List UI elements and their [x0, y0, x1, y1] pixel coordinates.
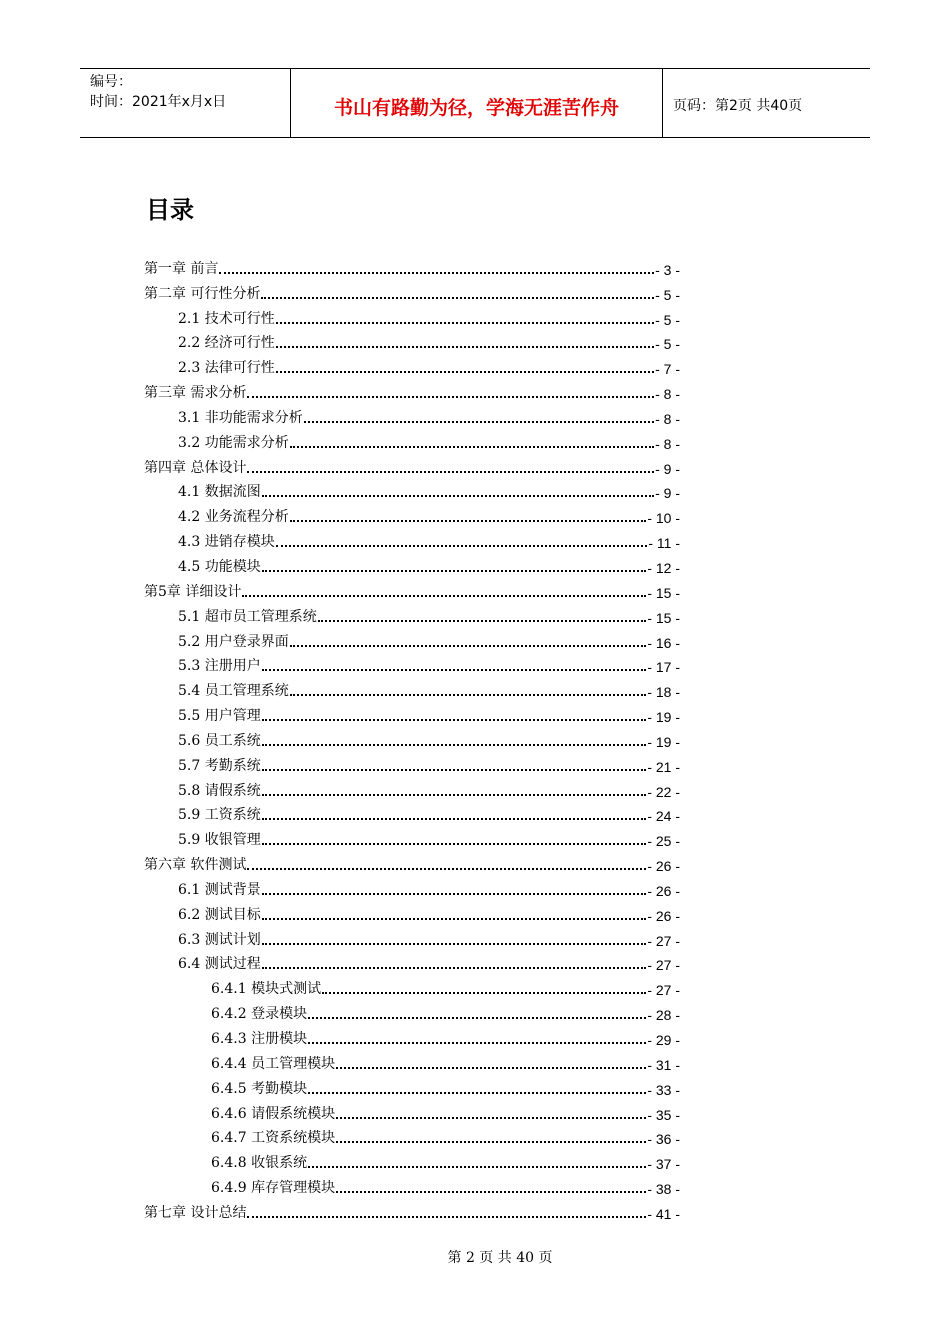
toc-dot-leader [247, 1202, 646, 1218]
toc-entry-label: 6.4.5 考勤模块 [211, 1080, 308, 1097]
document-number-label: 编号： [90, 74, 132, 90]
toc-entry-label: 5.7 考勤系统 [178, 757, 261, 774]
toc-entry-label: 6.4.1 模块式测试 [211, 981, 322, 998]
toc-entry-label: 6.4.3 注册模块 [211, 1031, 308, 1047]
toc-dot-leader [308, 1078, 646, 1094]
toc-dot-leader [262, 481, 654, 497]
toc-entry-page: - 19 - [647, 709, 680, 726]
toc-entry[interactable] [144, 601, 680, 626]
toc-entry-page: - 11 - [648, 535, 680, 552]
toc-dot-leader [262, 879, 647, 895]
toc-dot-leader [262, 804, 647, 820]
toc-entry-page: - 9 - [655, 485, 680, 502]
document-date: 时间：2021年x月x日 [90, 94, 227, 110]
toc-entry[interactable] [144, 849, 680, 874]
toc-entry-label: 4.1 数据流图 [178, 484, 261, 501]
toc-entry-page: - 15 - [647, 609, 680, 626]
toc-entry[interactable] [144, 651, 680, 676]
toc-entry-page: - 5 - [655, 311, 680, 328]
toc-entry-label: 4.3 进销存模块 [178, 534, 275, 551]
toc-entry[interactable] [144, 328, 680, 353]
toc-entry[interactable] [144, 1197, 680, 1222]
toc-entry-page: - 16 - [647, 634, 680, 651]
toc-entry-page: - 27 - [647, 932, 680, 949]
toc-entry[interactable] [144, 576, 680, 601]
header-meta [80, 69, 291, 137]
toc-entry-label: 第三章 需求分析 [144, 385, 247, 402]
toc-dot-leader [262, 829, 647, 845]
toc-dot-leader [336, 1103, 646, 1119]
toc-entry-label: 5.4 员工管理系统 [178, 683, 289, 700]
toc-entry-page: - 8 - [655, 386, 680, 403]
toc-entry-page: - 5 - [655, 286, 680, 303]
toc-entry-label: 第四章 总体设计 [144, 459, 247, 476]
toc-entry[interactable] [144, 402, 680, 427]
toc-dot-leader [247, 457, 654, 473]
toc-dot-leader [262, 953, 647, 969]
toc-entry-label: 5.2 用户登录界面 [178, 633, 289, 650]
toc-dot-leader [308, 1152, 646, 1168]
toc-dot-leader [276, 332, 654, 348]
toc-entry-page: - 8 - [655, 435, 680, 452]
toc-entry-page: - 26 - [647, 907, 680, 924]
toc-entry-label: 6.4.4 员工管理模块 [211, 1055, 336, 1072]
toc-entry[interactable] [144, 973, 680, 998]
toc-entry-label: 第六章 软件测试 [144, 857, 247, 874]
toc-entry-page: - 41 - [647, 1205, 680, 1222]
toc-entry[interactable] [144, 303, 680, 328]
toc-entry-label: 5.5 用户管理 [178, 708, 261, 725]
toc-entry[interactable] [144, 1147, 680, 1172]
toc-dot-leader [219, 258, 654, 274]
toc-entry-label: 第一章 前言 [144, 260, 219, 277]
toc-entry-page: - 12 - [647, 559, 680, 576]
toc-entry-page: - 36 - [647, 1131, 680, 1148]
toc-entry-page: - 37 - [647, 1156, 680, 1173]
toc-entry[interactable] [144, 924, 680, 949]
toc-entry-label: 4.5 功能模块 [178, 558, 261, 575]
toc-entry-label: 5.9 工资系统 [178, 807, 261, 824]
toc-entry-page: - 33 - [647, 1081, 680, 1098]
toc-dot-leader [262, 556, 647, 572]
toc-entry-page: - 31 - [647, 1056, 680, 1073]
toc-entry[interactable] [144, 700, 680, 725]
toc-entry-label: 4.2 业务流程分析 [178, 509, 289, 526]
toc-entry[interactable] [144, 1023, 680, 1048]
toc-entry-page: - 24 - [647, 808, 680, 825]
header-motto: 书山有路勤为径，学海无涯苦作舟 [291, 69, 663, 137]
toc-dot-leader [290, 631, 647, 647]
toc-dot-leader [318, 606, 647, 622]
toc-dot-leader [261, 283, 654, 299]
toc-entry[interactable] [144, 800, 680, 825]
toc-dot-leader [336, 1177, 646, 1193]
toc-entry-page: - 26 - [647, 858, 680, 875]
toc-entry-label: 2.1 技术可行性 [178, 310, 275, 327]
toc-entry-label: 6.2 测试目标 [178, 906, 261, 923]
toc-entry[interactable] [144, 501, 680, 526]
toc-entry-page: - 19 - [647, 733, 680, 750]
toc-entry-page: - 5 - [655, 336, 680, 353]
toc-dot-leader [262, 655, 647, 671]
toc-entry-page: - 7 - [655, 361, 680, 378]
toc-entry-page: - 35 - [647, 1106, 680, 1123]
toc-entry-page: - 25 - [647, 833, 680, 850]
toc-entry[interactable] [144, 725, 680, 750]
toc-entry-label: 3.1 非功能需求分析 [178, 409, 303, 426]
toc-entry-label: 5.9 收银管理 [178, 832, 261, 849]
toc-entry[interactable] [144, 551, 680, 576]
toc-entry[interactable] [144, 675, 680, 700]
toc-entry[interactable] [144, 824, 680, 849]
toc-entry[interactable] [144, 949, 680, 974]
toc-entry-page: - 17 - [647, 659, 680, 676]
toc-entry[interactable] [144, 377, 680, 402]
toc-entry-label: 3.2 功能需求分析 [178, 434, 289, 451]
toc-dot-leader [262, 904, 647, 920]
toc-entry-page: - 8 - [655, 410, 680, 427]
toc-entry-label: 6.4.2 登录模块 [211, 1006, 308, 1023]
toc-entry-label: 6.4.9 库存管理模块 [211, 1180, 336, 1197]
toc-dot-leader [247, 382, 654, 398]
toc-entry-page: - 22 - [647, 783, 680, 800]
toc-entry-page: - 3 - [655, 261, 680, 278]
toc-entry-label: 6.3 测试计划 [178, 931, 261, 948]
page-footer: 第 2 页 共 40 页 [447, 1250, 553, 1266]
toc-dot-leader [336, 1127, 646, 1143]
toc-entry[interactable] [144, 899, 680, 924]
toc-dot-leader [276, 531, 648, 547]
toc-entry[interactable] [144, 526, 680, 551]
page-header [80, 68, 870, 138]
toc-entry-label: 6.4.6 请假系统模块 [211, 1105, 336, 1122]
toc-entry-label: 2.2 经济可行性 [178, 335, 275, 352]
toc-entry-page: - 18 - [647, 684, 680, 701]
toc-entry[interactable] [144, 626, 680, 651]
toc-dot-leader [290, 680, 647, 696]
toc-entry[interactable] [144, 352, 680, 377]
toc-dot-leader [322, 978, 646, 994]
toc-entry[interactable] [144, 775, 680, 800]
toc-entry[interactable] [144, 477, 680, 502]
toc-entry-page: - 21 - [647, 758, 680, 775]
toc-dot-leader [262, 780, 647, 796]
toc-entry-label: 第5章 详细设计 [144, 583, 242, 600]
toc-entry-page: - 27 - [647, 957, 680, 974]
toc-title: 目录 [146, 196, 194, 224]
toc-entry-page: - 26 - [647, 882, 680, 899]
toc-dot-leader [304, 407, 654, 423]
toc-entry[interactable] [144, 874, 680, 899]
toc-entry[interactable] [144, 1048, 680, 1073]
toc-dot-leader [276, 357, 654, 373]
toc-entry-label: 5.1 超市员工管理系统 [178, 608, 317, 625]
toc-entry-label: 第七章 设计总结 [144, 1204, 247, 1221]
table-of-contents [144, 253, 680, 1222]
toc-entry[interactable] [144, 998, 680, 1023]
toc-entry-page: - 15 - [647, 584, 680, 601]
toc-entry-label: 6.4.8 收银系统 [211, 1155, 308, 1172]
toc-dot-leader [262, 929, 647, 945]
toc-entry-page: - 10 - [647, 510, 680, 527]
toc-entry[interactable] [144, 427, 680, 452]
toc-entry-page: - 27 - [647, 982, 680, 999]
toc-entry[interactable] [144, 278, 680, 303]
toc-entry[interactable] [144, 1123, 680, 1148]
toc-entry-page: - 29 - [647, 1032, 680, 1048]
toc-dot-leader [290, 432, 654, 448]
toc-entry-label: 第二章 可行性分析 [144, 285, 261, 302]
toc-entry[interactable] [144, 253, 680, 278]
toc-dot-leader [276, 308, 654, 324]
toc-entry[interactable] [144, 1073, 680, 1098]
toc-dot-leader [308, 1003, 646, 1019]
toc-dot-leader [262, 730, 647, 746]
toc-entry-label: 6.4.7 工资系统模块 [211, 1130, 336, 1147]
toc-dot-leader [336, 1053, 646, 1069]
toc-entry-label: 5.6 员工系统 [178, 732, 261, 749]
toc-entry-label: 6.4 测试过程 [178, 956, 261, 973]
toc-entry-page: - 38 - [647, 1181, 680, 1198]
toc-entry-page: - 28 - [647, 1007, 680, 1024]
toc-entry[interactable] [144, 1172, 680, 1197]
toc-dot-leader [262, 755, 647, 771]
toc-dot-leader [242, 581, 646, 597]
toc-entry-page: - 9 - [655, 460, 680, 477]
toc-entry[interactable] [144, 452, 680, 477]
toc-dot-leader [247, 854, 646, 870]
toc-entry-label: 5.8 请假系统 [178, 782, 261, 799]
toc-entry[interactable] [144, 1098, 680, 1123]
toc-entry-label: 6.1 测试背景 [178, 881, 261, 898]
toc-entry-label: 2.3 法律可行性 [178, 360, 275, 377]
header-page-info: 页码：第2页 共40页 [673, 98, 803, 114]
toc-entry-label: 5.3 注册用户 [178, 658, 261, 675]
toc-dot-leader [308, 1028, 646, 1044]
toc-dot-leader [290, 506, 647, 522]
toc-dot-leader [262, 705, 647, 721]
toc-entry[interactable] [144, 750, 680, 775]
